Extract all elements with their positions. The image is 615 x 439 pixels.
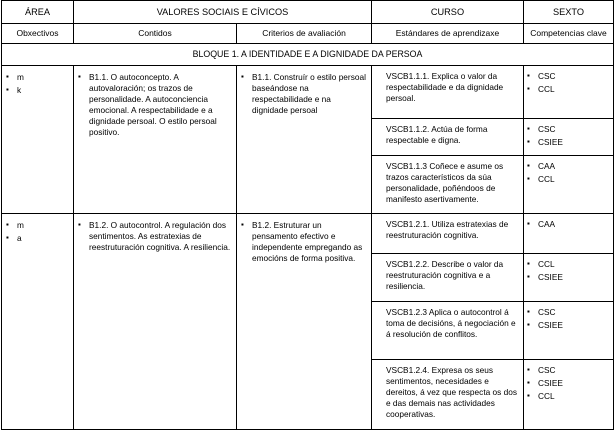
competencia-item: ▪ CAA [527, 219, 610, 230]
estandar-cell: VSCB1.2.1. Utiliza estratexias de reestruturación cognitiva. [372, 214, 524, 254]
competencias-cell [524, 360, 614, 430]
estandar-cell: VSCB1.1.2. Actúa de forma respectable e digna. [372, 119, 524, 156]
contidos-cell [74, 66, 237, 214]
obxectivo-item: ▪ m [6, 72, 69, 83]
criterios-text: ▪ B1.2. Estruturar un pensamento efectivo e independente empregando as emocións de forma positiva. [241, 220, 367, 264]
column-header-contidos: Contidos [74, 24, 237, 44]
competencia-item: ▪ CCL [527, 174, 610, 185]
bloque-title: BLOQUE 1. A IDENTIDADE E A DIGNIDADE DA PERSOA [2, 44, 614, 66]
area-label: ÁREA [2, 1, 74, 24]
competencias-cell [524, 156, 614, 214]
obxectivo-item: ▪ m [6, 220, 69, 231]
obxectivo-item: ▪ k [6, 85, 69, 96]
competencia-item: ▪ CSIEE [527, 320, 610, 331]
table-row [2, 214, 614, 254]
competencias-cell [524, 214, 614, 254]
contidos-text: ▪ B1.1. O autoconcepto. A autovaloración; os trazos de personalidade. A autoconciencia emocional. A respectabilidade e a dignidade persoal. O estilo persoal positivo. [78, 72, 232, 138]
estandar-cell: VSCB1.2.4. Expresa os seus sentimentos, necesidades e dereitos, á vez que respecta os dos e das demais nas actividades cooperativas. [372, 360, 524, 430]
estandar-cell: VSCB1.2.2. Describe o valor da reestruturación cognitiva e a resiliencia. [372, 254, 524, 302]
competencias-cell [524, 66, 614, 119]
contidos-cell [74, 214, 237, 430]
competencia-item: ▪ CCL [527, 391, 610, 402]
competencia-item: ▪ CAA [527, 161, 610, 172]
competencia-item: ▪ CCL [527, 259, 610, 270]
obxectivos-cell [2, 66, 74, 214]
column-header-row [2, 24, 614, 44]
competencias-cell [524, 302, 614, 360]
criterios-cell [237, 66, 372, 214]
competencia-item: ▪ CCL [527, 84, 610, 95]
competencia-item: ▪ CSIEE [527, 272, 610, 283]
competencia-item: ▪ CSC [527, 71, 610, 82]
area-value: VALORES SOCIAIS E CÍVICOS [74, 1, 372, 24]
curso-label: CURSO [372, 1, 524, 24]
competencia-item: ▪ CSIEE [527, 378, 610, 389]
obxectivos-cell [2, 214, 74, 430]
obxectivo-item: ▪ a [6, 233, 69, 244]
column-header-obxectivos: Obxectivos [2, 24, 74, 44]
competencia-item: ▪ CSIEE [527, 137, 610, 148]
competencia-item: ▪ CSC [527, 307, 610, 318]
header-row [2, 1, 614, 24]
competencia-item: ▪ CSC [527, 124, 610, 135]
estandar-cell: VSCB1.1.1. Explica o valor da respectabilidade e da dignidade persoal. [372, 66, 524, 119]
column-header-competencias: Competencias clave [524, 24, 614, 44]
competencias-cell [524, 119, 614, 156]
curriculum-table [1, 0, 614, 430]
table-row [2, 66, 614, 119]
curso-value: SEXTO [524, 1, 614, 24]
estandar-cell: VSCB1.2.3 Aplica o autocontrol á toma de decisións, á negociación e á resolución de conflitos. [372, 302, 524, 360]
criterios-cell [237, 214, 372, 430]
competencias-cell [524, 254, 614, 302]
column-header-estandares: Estándares de aprendizaxe [372, 24, 524, 44]
contidos-text: ▪ B1.2. O autocontrol. A regulación dos sentimentos. As estratexias de reestruturación cognitiva. A resiliencia. [78, 220, 232, 253]
criterios-text: ▪ B1.1. Construír o estilo persoal baseándose na respectabilidade e na dignidade persoal [241, 72, 367, 116]
estandar-cell: VSCB1.1.3 Coñece e asume os trazos característicos da súa personalidade, poñéndoos de manifesto asertivamente. [372, 156, 524, 214]
competencia-item: ▪ CSC [527, 365, 610, 376]
column-header-criterios: Criterios de avaliación [237, 24, 372, 44]
bloque-row [2, 44, 614, 66]
